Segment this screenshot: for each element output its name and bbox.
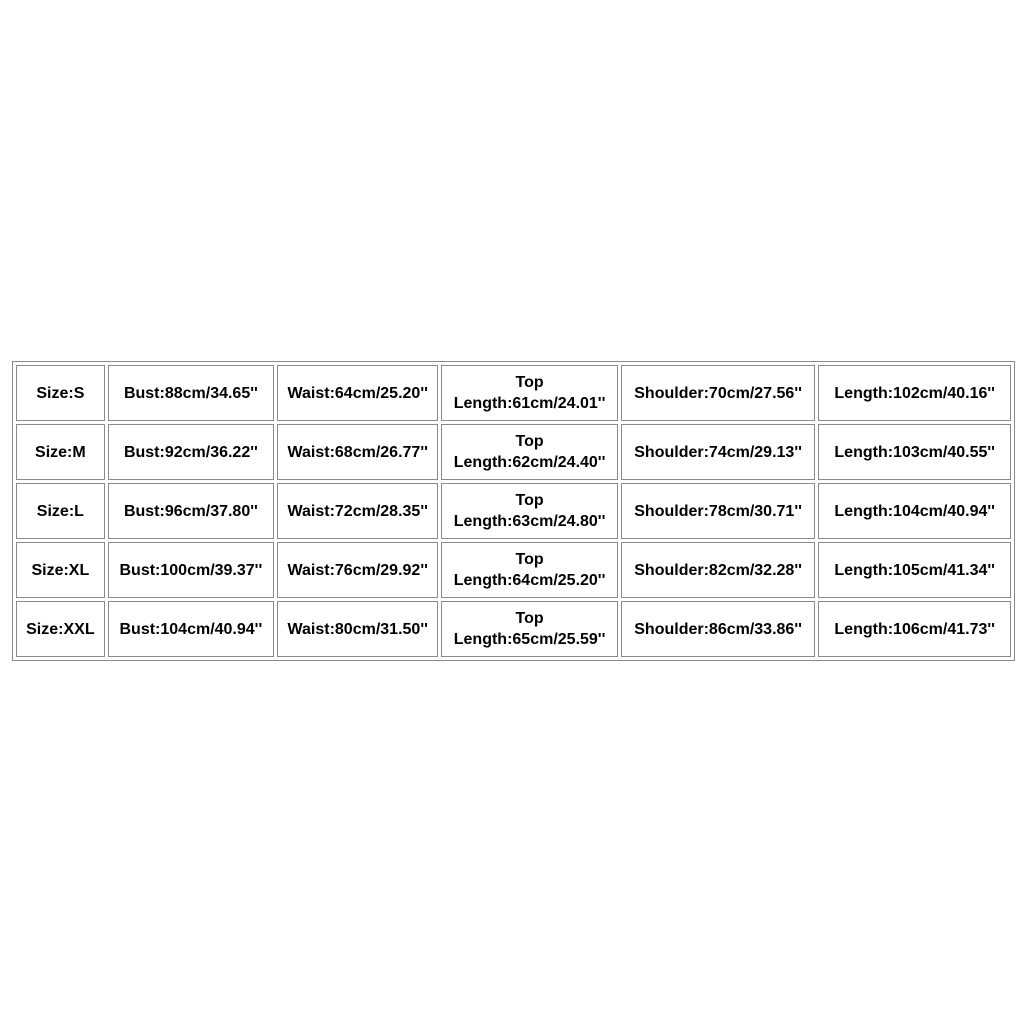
waist-cell xyxy=(277,365,438,421)
top-length-cell xyxy=(441,424,617,480)
top-length-cell xyxy=(441,483,617,539)
length-cell xyxy=(818,542,1011,598)
waist-cell xyxy=(277,601,438,657)
top-length-label: Top xyxy=(515,492,544,509)
bust-value: Bust:104cm/40.94'' xyxy=(119,620,263,638)
size-label: Size:M xyxy=(35,443,86,461)
size-label: Size:L xyxy=(36,502,84,520)
shoulder-cell xyxy=(621,365,816,421)
shoulder-value: Shoulder:86cm/33.86'' xyxy=(634,620,802,638)
waist-value: Waist:80cm/31.50'' xyxy=(287,620,428,638)
shoulder-cell xyxy=(621,483,816,539)
length-value: Length:103cm/40.55'' xyxy=(834,443,995,461)
waist-value: Waist:68cm/26.77'' xyxy=(287,443,428,461)
shoulder-cell xyxy=(621,601,816,657)
waist-cell xyxy=(277,542,438,598)
length-cell xyxy=(818,424,1011,480)
top-length-value: Length:61cm/24.01'' xyxy=(453,395,606,412)
shoulder-value: Shoulder:70cm/27.56'' xyxy=(634,384,802,402)
top-length-value: Length:63cm/24.80'' xyxy=(453,513,606,530)
shoulder-value: Shoulder:78cm/30.71'' xyxy=(634,502,802,520)
top-length-value: Length:64cm/25.20'' xyxy=(453,572,606,589)
table-row xyxy=(16,542,1011,598)
shoulder-cell xyxy=(621,424,816,480)
top-length-value: Length:65cm/25.59'' xyxy=(453,631,606,648)
top-length-label: Top xyxy=(515,551,544,568)
top-length-label: Top xyxy=(515,433,544,450)
size-cell xyxy=(16,483,105,539)
shoulder-cell xyxy=(621,542,816,598)
table-row xyxy=(16,601,1011,657)
length-value: Length:104cm/40.94'' xyxy=(834,502,995,520)
bust-cell xyxy=(108,601,274,657)
bust-cell xyxy=(108,365,274,421)
top-length-cell xyxy=(441,542,617,598)
bust-value: Bust:92cm/36.22'' xyxy=(123,443,258,461)
top-length-value: Length:62cm/24.40'' xyxy=(453,454,606,471)
waist-cell xyxy=(277,483,438,539)
size-label: Size:S xyxy=(36,384,85,402)
bust-cell xyxy=(108,424,274,480)
length-value: Length:102cm/40.16'' xyxy=(834,384,995,402)
shoulder-value: Shoulder:74cm/29.13'' xyxy=(634,443,802,461)
bust-value: Bust:96cm/37.80'' xyxy=(123,502,258,520)
length-cell xyxy=(818,365,1011,421)
table-row xyxy=(16,483,1011,539)
bust-cell xyxy=(108,483,274,539)
bust-value: Bust:100cm/39.37'' xyxy=(119,561,263,579)
size-label: Size:XL xyxy=(31,561,90,579)
length-cell xyxy=(818,601,1011,657)
size-cell xyxy=(16,365,105,421)
size-cell xyxy=(16,542,105,598)
size-cell xyxy=(16,601,105,657)
waist-cell xyxy=(277,424,438,480)
waist-value: Waist:76cm/29.92'' xyxy=(287,561,428,579)
top-length-label: Top xyxy=(515,374,544,391)
length-value: Length:105cm/41.34'' xyxy=(834,561,995,579)
bust-cell xyxy=(108,542,274,598)
size-cell xyxy=(16,424,105,480)
length-cell xyxy=(818,483,1011,539)
size-label: Size:XXL xyxy=(26,620,95,638)
waist-value: Waist:72cm/28.35'' xyxy=(287,502,428,520)
length-value: Length:106cm/41.73'' xyxy=(834,620,995,638)
top-length-cell xyxy=(441,601,617,657)
size-chart-table xyxy=(12,361,1015,661)
top-length-cell xyxy=(441,365,617,421)
bust-value: Bust:88cm/34.65'' xyxy=(123,384,258,402)
shoulder-value: Shoulder:82cm/32.28'' xyxy=(634,561,802,579)
top-length-label: Top xyxy=(515,610,544,627)
table-row xyxy=(16,424,1011,480)
waist-value: Waist:64cm/25.20'' xyxy=(287,384,428,402)
table-row xyxy=(16,365,1011,421)
